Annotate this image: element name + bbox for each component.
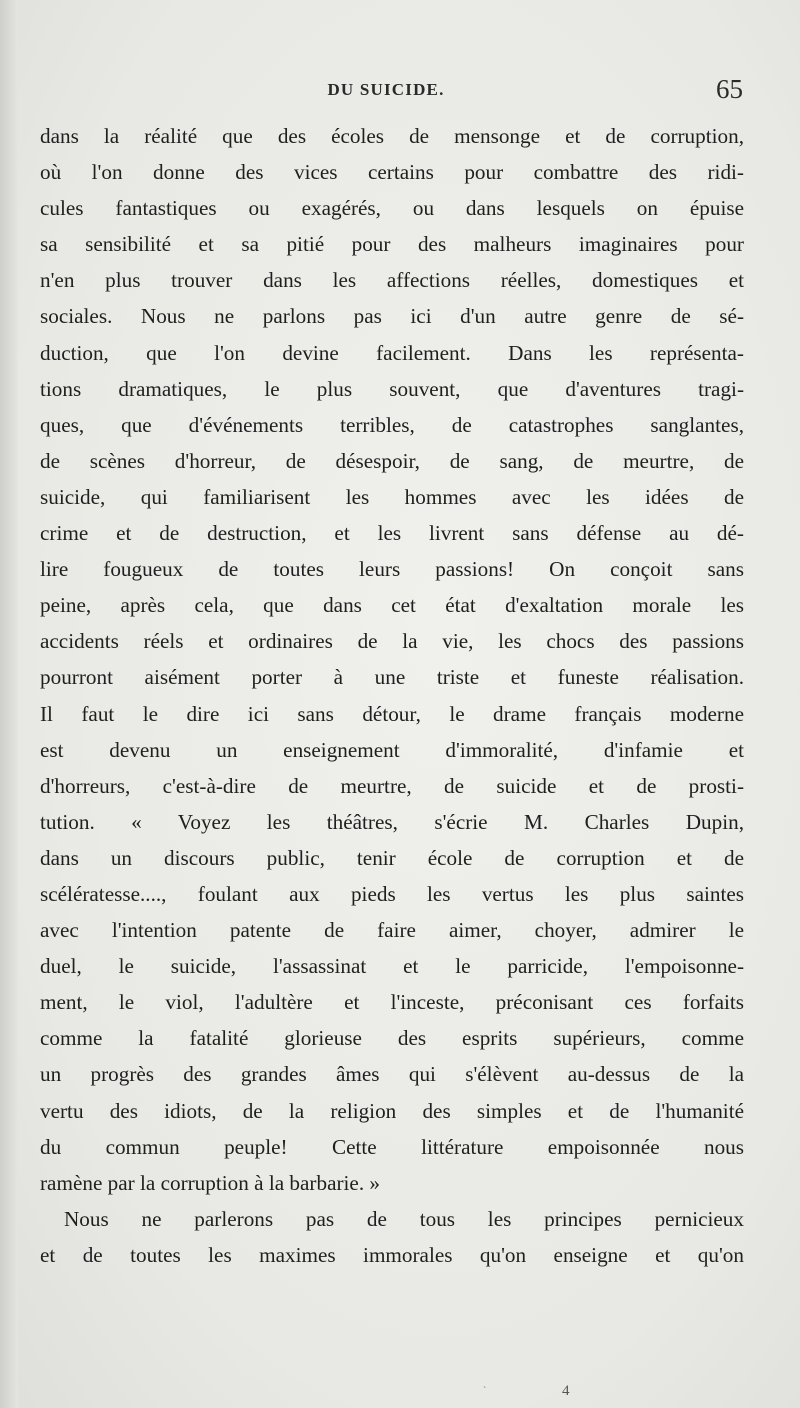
text-line: un progrès des grandes âmes qui s'élèvent au-dessus de la <box>40 1062 744 1087</box>
text-line: de scènes d'horreur, de désespoir, de sang, de meurtre, de <box>40 448 744 473</box>
text-line: n'en plus trouver dans les affections réelles, domestiques et <box>40 268 744 293</box>
text-line: ment, le viol, l'adultère et l'inceste, préconisant ces forfaits <box>40 990 744 1015</box>
text-line: dans la réalité que des écoles de mensonge et de corruption, <box>40 124 744 148</box>
text-line: Il faut le dire ici sans détour, le drame français moderne <box>40 701 744 726</box>
page-header <box>0 74 800 112</box>
text-line: sociales. Nous ne parlons pas ici d'un autre genre de sé- <box>40 304 744 329</box>
text-line: lire fougueux de toutes leurs passions! On conçoit sans <box>40 557 744 582</box>
text-line: dans un discours public, tenir école de corruption et de <box>40 845 744 870</box>
text-line: comme la fatalité glorieuse des esprits supérieurs, comme <box>40 1026 744 1051</box>
text-line: crime et de destruction, et les livrent sans défense au dé- <box>40 521 744 546</box>
running-title: DU SUICIDE. <box>327 80 445 99</box>
text-line: pourront aisément porter à une triste et funeste réalisation. <box>40 665 744 690</box>
text-line: où l'on donne des vices certains pour combattre des ridi- <box>40 160 744 185</box>
text-line: ramène par la corruption à la barbarie. » <box>40 1170 381 1195</box>
text-line: avec l'intention patente de faire aimer, choyer, admirer le <box>40 918 744 943</box>
page-gutter-shadow <box>0 0 18 1408</box>
text-line: cules fantastiques ou exagérés, ou dans lesquels on épuise <box>40 196 744 221</box>
text-line: d'horreurs, c'est-à-dire de meurtre, de suicide et de prosti- <box>40 773 744 798</box>
text-line: accidents réels et ordinaires de la vie, les chocs des passions <box>40 629 744 654</box>
text-line: suicide, qui familiarisent les hommes avec les idées de <box>40 484 744 509</box>
text-line: sa sensibilité et sa pitié pour des malheurs imaginaires pour <box>40 232 744 257</box>
print-speck: ` <box>483 1386 487 1397</box>
page-number: 65 <box>716 74 743 104</box>
text-line: Nous ne parlerons pas de tous les principes pernicieux <box>64 1206 744 1231</box>
text-line: scélératesse...., foulant aux pieds les vertus les plus saintes <box>40 881 744 906</box>
signature-mark: 4 <box>562 1383 570 1399</box>
text-line: du commun peuple! Cette littérature empoisonnée nous <box>40 1134 744 1159</box>
text-line: peine, après cela, que dans cet état d'exaltation morale les <box>40 593 744 618</box>
text-line: duction, que l'on devine facilement. Dans les représenta- <box>40 340 744 365</box>
text-line: vertu des idiots, de la religion des simples et de l'humanité <box>40 1098 744 1123</box>
text-line: tions dramatiques, le plus souvent, que d'aventures tragi- <box>40 376 744 401</box>
text-line: duel, le suicide, l'assassinat et le parricide, l'empoisonne- <box>40 954 744 979</box>
text-line: ques, que d'événements terribles, de catastrophes sanglantes, <box>40 412 744 437</box>
text-line: tution. « Voyez les théâtres, s'écrie M. Charles Dupin, <box>40 809 744 834</box>
body-text <box>40 118 744 1273</box>
text-line: est devenu un enseignement d'immoralité, d'infamie et <box>40 737 744 762</box>
text-line: et de toutes les maximes immorales qu'on enseigne et qu'on <box>40 1242 744 1267</box>
